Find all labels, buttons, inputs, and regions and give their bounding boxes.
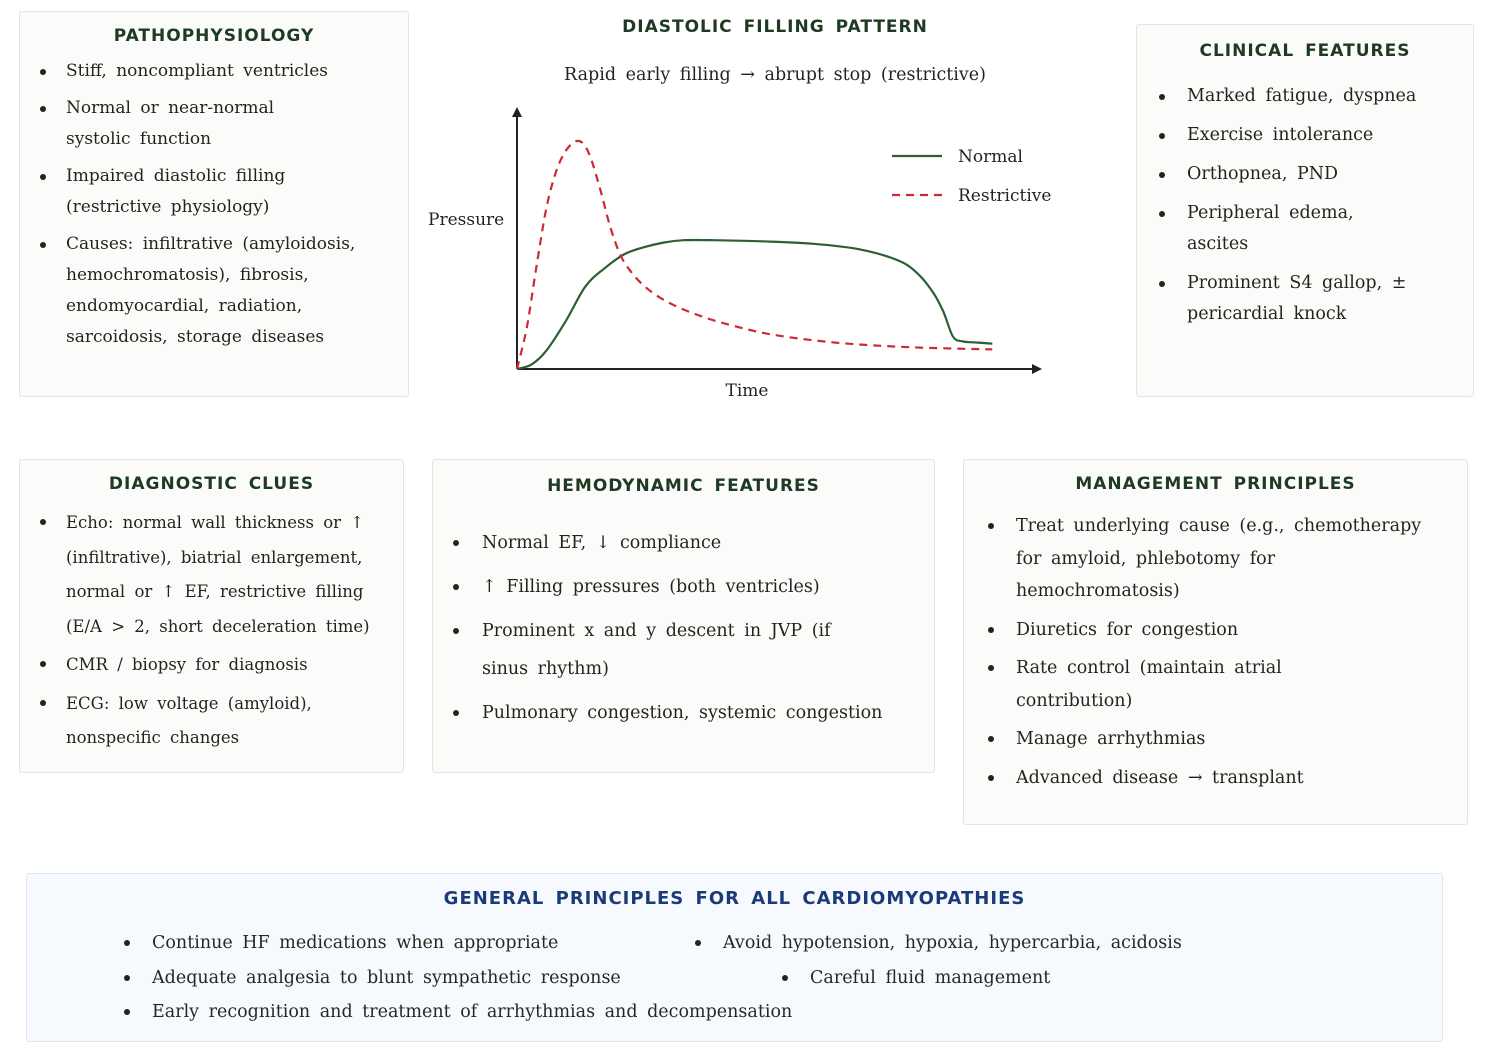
list-item: Orthopnea, PND [1137,159,1473,190]
clinical-features-title: CLINICAL FEATURES [1199,41,1411,61]
x-axis-label: Time [725,381,769,401]
hemodynamic-features-list [433,524,934,732]
hemodynamic-features-title: HEMODYNAMIC FEATURES [547,476,820,496]
list-item: CMR / biopsy for diagnosis [20,648,403,683]
list-item: Adequate analgesia to blunt sympathetic response [124,963,621,993]
list-item: Normal or near-normal systolic function [20,93,321,155]
diagnostic-clues-title: DIAGNOSTIC CLUES [108,474,315,494]
pathophysiology-panel [19,11,409,397]
chart-subtitle: Rapid early filling → abrupt stop (restrictive) [564,65,986,85]
list-item: ECG: low voltage (amyloid), nonspecific changes [20,687,396,756]
y-axis-label: Pressure [428,210,505,230]
chart-title: DIASTOLIC FILLING PATTERN [622,17,928,37]
series-line-normal [517,240,992,369]
list-item: Peripheral edema, ascites [1137,198,1387,260]
list-item: Continue HF medications when appropriate [124,928,558,958]
list-item: Treat underlying cause (e.g., chemotherapy for amyloid, phlebotomy for hemochromatosis) [964,510,1436,608]
list-item: Diuretics for congestion [964,614,1467,647]
list-item: Normal EF, ↓ compliance [433,524,934,562]
legend [892,147,1051,206]
management-principles-list [964,510,1467,794]
hemodynamic-features-panel [432,459,935,773]
general-principles-row [27,928,1442,962]
list-item: Prominent S4 gallop, ± pericardial knock [1137,268,1437,330]
management-principles-title: MANAGEMENT PRINCIPLES [1075,474,1356,494]
general-principles-title: GENERAL PRINCIPLES FOR ALL CARDIOMYOPATHIES [443,888,1026,909]
list-item: Rate control (maintain atrial contribution) [964,652,1396,717]
legend-label-restrictive: Restrictive [958,186,1052,206]
list-item: Echo: normal wall thickness or ↑ (infiltrative), biatrial enlargement, normal or ↑ EF, restrictive filling (E/A > 2, short deceleration time) [20,506,401,644]
list-item: Pulmonary congestion, systemic congestion [433,694,934,732]
clinical-features-panel [1136,24,1474,397]
list-item: Manage arrhythmias [964,723,1467,756]
list-item: Early recognition and treatment of arrhythmias and decompensation [124,997,792,1027]
list-item: Exercise intolerance [1137,120,1473,151]
diagnostic-clues-list [20,506,403,756]
general-principles-row [27,997,1442,1031]
list-item: Stiff, noncompliant ventricles [20,56,408,87]
management-principles-panel [963,459,1468,825]
list-item: Marked fatigue, dyspnea [1137,81,1473,112]
diastolic-filling-chart [410,95,1110,405]
list-item: Impaired diastolic filling (restrictive physiology) [20,161,321,223]
list-item: Causes: infiltrative (amyloidosis, hemochromatosis), fibrosis, endomyocardial, radiation, sarcoidosis, storage diseases [20,229,396,353]
series-line-restrictive [517,141,992,369]
general-principles-panel [26,873,1443,1042]
legend-label-normal: Normal [958,147,1023,167]
list-item: Prominent x and y descent in JVP (if sinus rhythm) [433,612,837,688]
pathophysiology-title: PATHOPHYSIOLOGY [113,26,315,46]
list-item: Careful fluid management [782,963,1050,993]
general-principles-row [27,963,1442,997]
pathophysiology-list [20,56,408,353]
clinical-features-list [1137,81,1473,330]
list-item: ↑ Filling pressures (both ventricles) [433,568,934,606]
list-item: Avoid hypotension, hypoxia, hypercarbia, acidosis [695,928,1182,958]
list-item: Advanced disease → transplant [964,762,1467,795]
diagnostic-clues-panel [19,459,404,773]
